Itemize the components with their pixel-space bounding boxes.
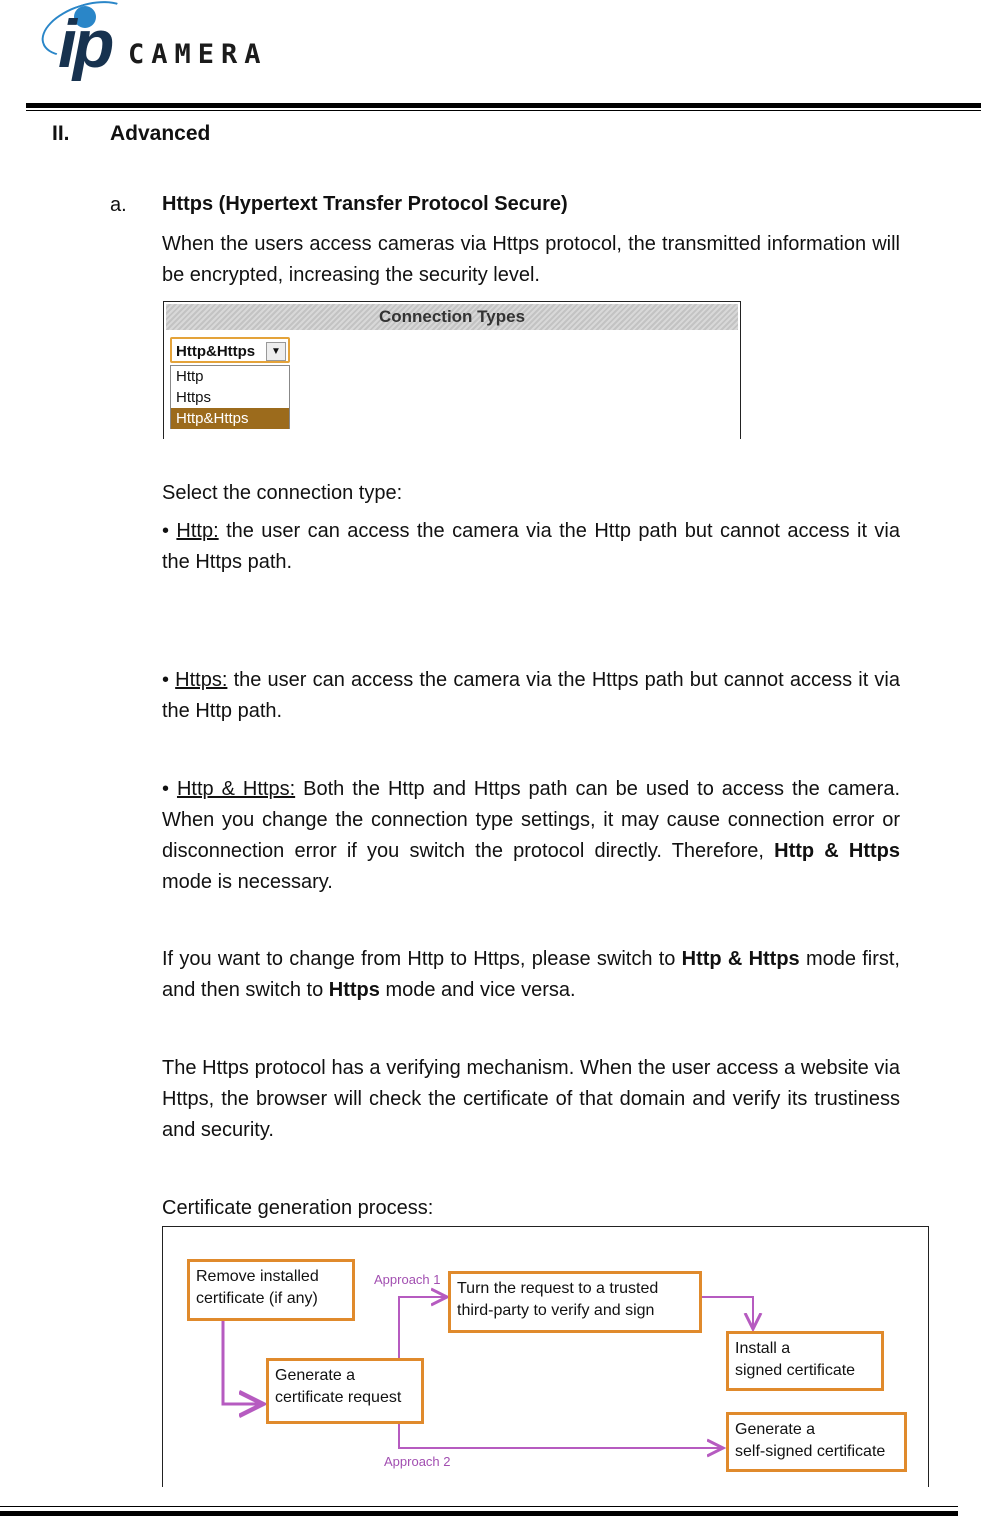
- connection-type-selected: Http&Https: [176, 343, 256, 360]
- logo-camera: CAMERA: [128, 39, 268, 70]
- footer-rule: [0, 1511, 958, 1516]
- switch-text-2: mode first, and then switch to: [162, 948, 900, 1001]
- connection-type-options: [170, 365, 290, 429]
- switch-text-1: If you want to change from Http to Https, please switch to: [162, 948, 676, 970]
- term-http-https: Http & Https:: [176, 778, 296, 800]
- arrow-approach-2: [399, 1424, 723, 1448]
- switch-bold-2: Https: [328, 979, 380, 1001]
- flow-trusted-line-2: third-party to verify and sign: [457, 1302, 655, 1319]
- option-https[interactable]: Https: [176, 389, 212, 406]
- bullet-http: • Http: the user can access the camera via the Http path but cannot access it via the Https path.: [162, 520, 900, 573]
- switch-bold-1: Http & Https: [681, 948, 800, 970]
- connection-types-panel: [163, 301, 741, 439]
- flow-install-line-1: Install a: [735, 1340, 791, 1357]
- header-rule: [26, 103, 981, 108]
- select-prompt: Select the connection type:: [162, 482, 403, 504]
- bullet-https: • Https: the user can access the camera via the Https path but cannot access it via the Http path.: [162, 669, 900, 722]
- subsection-letter: a.: [110, 194, 127, 216]
- term-https: Https:: [175, 669, 228, 691]
- flow-remove-box: [187, 1259, 355, 1321]
- term-http: Http:: [176, 520, 219, 542]
- intro-paragraph: When the users access cameras via Https protocol, the transmitted information will be encrypted, increasing the security level.: [162, 233, 900, 286]
- approach-1-label: Approach 1: [374, 1272, 441, 1287]
- verify-paragraph: The Https protocol has a verifying mechanism. When the user access a website via Https, the browser will check the certificate of that domain and verify its trustiness and security.: [162, 1057, 900, 1141]
- chevron-down-icon[interactable]: ▼: [266, 342, 286, 361]
- flow-self-line-1: Generate a: [735, 1421, 816, 1438]
- flow-generate-request-box: [266, 1358, 424, 1424]
- connection-type-select[interactable]: [170, 337, 290, 363]
- option-http-https[interactable]: Http&Https: [171, 408, 289, 429]
- flow-request-line-2: certificate request: [275, 1389, 402, 1406]
- bullet-both-text-2: mode is necessary.: [162, 871, 333, 893]
- flow-trusted-box: [448, 1271, 702, 1333]
- arrow-trusted-to-install: [702, 1297, 753, 1329]
- flow-trusted-line-1: Turn the request to a trusted: [457, 1280, 659, 1297]
- header-rule-thin: [26, 110, 981, 111]
- logo-ip: ip: [58, 6, 111, 82]
- flow-self-line-2: self-signed certificate: [735, 1443, 886, 1460]
- approach-2-label: Approach 2: [384, 1454, 451, 1469]
- bullet-both-bold: Http & Https: [774, 840, 901, 862]
- flow-install-box: [726, 1331, 884, 1391]
- flow-self-signed-box: [726, 1412, 907, 1472]
- subsection-title: Https (Hypertext Transfer Protocol Secure): [162, 193, 568, 215]
- arrow-remove-to-request: [223, 1321, 263, 1404]
- bullet-http-text: the user can access the camera via the Http path but cannot access it via the Https path.: [162, 520, 900, 573]
- section-number: II.: [52, 122, 70, 145]
- switch-paragraph: [162, 944, 900, 1006]
- flow-request-line-1: Generate a: [275, 1367, 356, 1384]
- arrow-approach-1: [399, 1297, 447, 1358]
- footer-rule-thin: [0, 1506, 958, 1507]
- option-http[interactable]: Http: [176, 368, 204, 385]
- flow-remove-line-1: Remove installed: [196, 1268, 319, 1285]
- switch-text-3: mode and vice versa.: [385, 979, 576, 1001]
- bullet-https-text: the user can access the camera via the Https path but cannot access it via the Http path.: [162, 669, 900, 722]
- bullet-http-https: • Http & Https: Both the Http and Https path can be used to access the camera. When you change the connection type settings, it may cause connection error or disconnection error if you switch the protocol directly. Therefore, Http & Https mode is necessary.: [162, 778, 901, 893]
- bullet-both-text-1: Both the Http and Https path can be used to access the camera. When you change the connection type settings, it may cause connection error or disconnection error if you switch the protocol directly. Therefore,: [162, 778, 901, 862]
- certificate-flow-diagram: [162, 1226, 929, 1487]
- cert-process-title: Certificate generation process:: [162, 1197, 434, 1219]
- section-title: Advanced: [110, 122, 211, 145]
- flow-remove-line-2: certificate (if any): [196, 1290, 318, 1307]
- flow-install-line-2: signed certificate: [735, 1362, 856, 1379]
- connection-types-header: Connection Types: [166, 304, 738, 330]
